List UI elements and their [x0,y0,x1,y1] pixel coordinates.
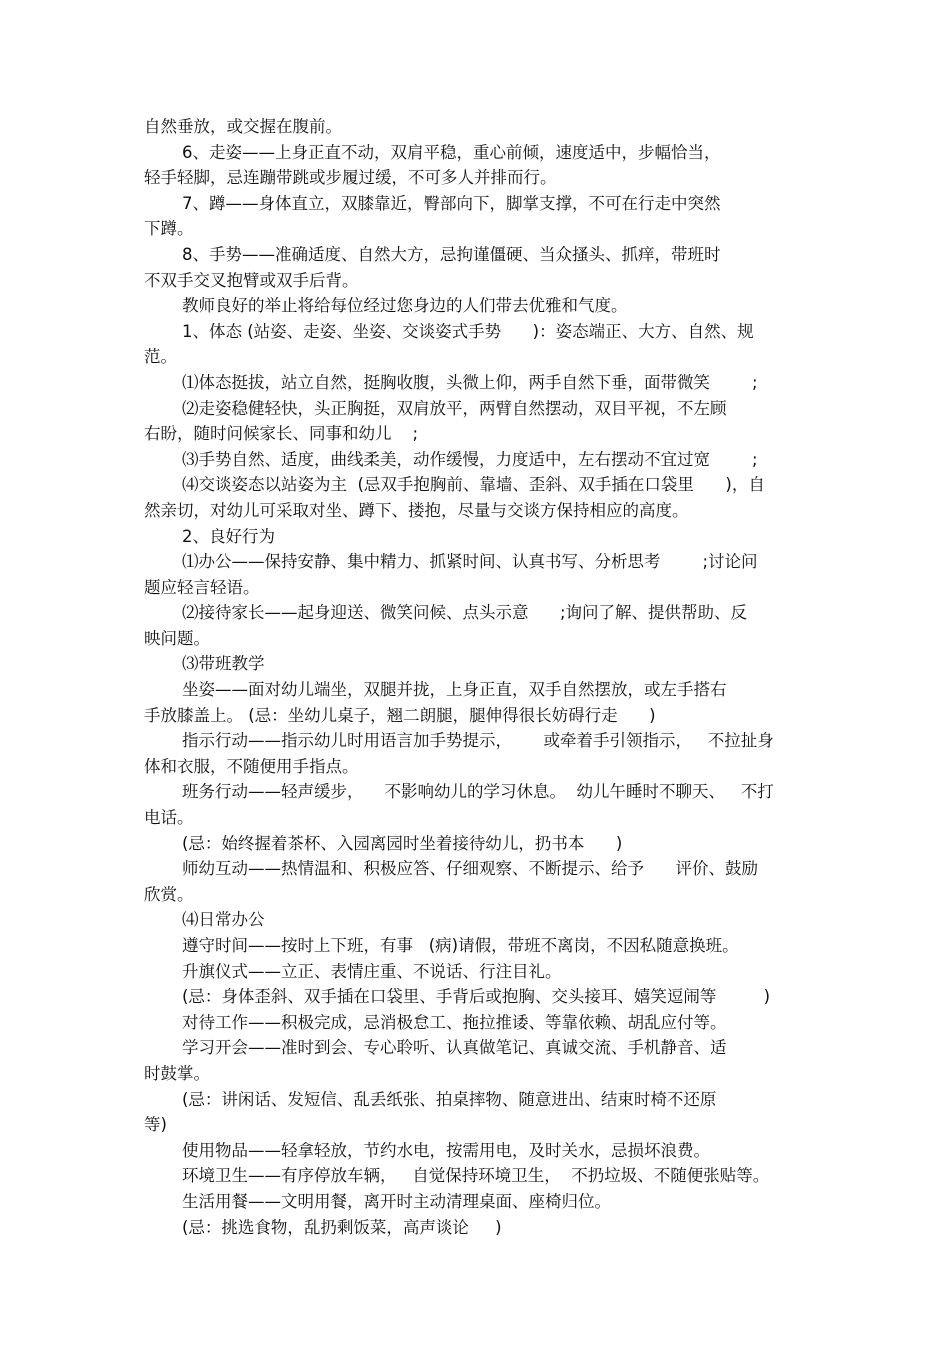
text-line: 手放膝盖上。 (忌：坐幼儿桌子，翘二朗腿，腿伸得很长妨碍行走 ) [144,705,656,725]
text-line: 遵守时间——按时上下班，有事 (病)请假，带班不离岗，不因私随意换班。 [182,936,739,955]
text-line: 班务行动——轻声缓步， 不影响幼儿的学习休息。 幼儿午睡时不聊天、 不打 [182,782,774,802]
text-line: ⑶手势自然、适度，曲线柔美，动作缓慢，力度适中，左右摆动不宜过宽 ; [182,449,758,469]
text-line: 6、走姿——上身正直不动，双肩平稳，重心前倾，速度适中，步幅恰当， [182,142,721,162]
text-line: ⑷日常办公 [182,910,265,930]
text-line: 体和衣服，不随便用手指点。 [144,756,359,776]
text-line: 坐姿——面对幼儿端坐，双腿并拢，上身正直，双手自然摆放，或左手搭右 [182,680,727,700]
text-line: (忌：身体歪斜、双手插在口袋里、手背后或抱胸、交头接耳、嬉笑逗闹等 ) [182,987,771,1007]
text-line: 等) [144,1115,167,1135]
body-text [144,114,814,1240]
text-line: (忌：始终握着茶杯、入园离园时坐着接待幼儿，扔书本 ) [182,833,623,853]
text-line: 右盼，随时问候家长、同事和幼儿 ; [144,424,419,444]
text-line: ⑵接待家长——起身迎送、微笑问候、点头示意 ;询问了解、提供帮助、反 [182,603,748,623]
text-line: (忌：挑选食物，乱扔剩饭菜，高声谈论 ) [182,1217,502,1237]
text-line: ⑵走姿稳健轻快，头正胸挺，双肩放平，两臂自然摆动，双目平视，不左顾 [182,398,727,418]
text-line: 教师良好的举止将给每位经过您身边的人们带去优雅和气度。 [182,296,628,316]
text-line: 自然垂放，或交握在腹前。 [144,117,342,136]
text-line: 指示行动——指示幼儿时用语言加手势提示， 或牵着手引领指示， 不拉扯身 [182,731,774,751]
text-line: 生活用餐——文明用餐，离开时主动清理桌面、座椅归位。 [182,1191,611,1211]
text-line: 环境卫生——有序停放车辆， 自觉保持环境卫生， 不扔垃圾、不随便张贴等。 [182,1166,770,1186]
text-line: ⑶带班教学 [182,654,265,674]
text-line: 轻手轻脚，忌连蹦带跳或步履过缓，不可多人并排而行。 [144,168,557,188]
text-line: 师幼互动——热情温和、积极应答、仔细观察、不断提示、给予 评价、鼓励 [182,859,758,879]
text-line: 1、体态 (站姿、走姿、坐姿、交谈姿式手势 )：姿态端正、大方、自然、规 [182,321,754,341]
text-line: 题应轻言轻语。 [144,577,260,597]
text-line: 7、蹲——身体直立，双膝靠近，臀部向下，脚掌支撑，不可在行走中突然 [182,193,721,213]
text-line: 欣赏。 [144,884,194,904]
text-line: 不双手交叉抱臂或双手后背。 [144,270,359,290]
text-line: 下蹲。 [144,219,194,239]
text-line: 2、良好行为 [182,526,275,546]
text-line: 映问题。 [144,628,210,648]
text-line: 电话。 [144,808,194,828]
text-line: ⑴办公——保持安静、集中精力、抓紧时间、认真书写、分析思考 ;讨论问 [182,552,758,572]
text-line: 使用物品——轻拿轻放，节约水电，按需用电，及时关水，忌损坏浪费。 [182,1140,710,1160]
text-line: 升旗仪式——立正、表情庄重、不说话、行注目礼。 [182,961,562,981]
text-line: 8、手势——准确适度、自然大方，忌拘谨僵硬、当众搔头、抓痒，带班时 [182,244,721,264]
text-line: ⑷交谈姿态以站姿为主 (忌双手抱胸前、靠墙、歪斜、双手插在口袋里 )，自 [182,475,765,495]
text-line: (忌：讲闲话、发短信、乱丢纸张、拍桌摔物、随意进出、结束时椅不还原 [182,1089,717,1109]
text-line: 范。 [144,347,177,367]
text-line: 学习开会——准时到会、专心聆听、认真做笔记、真诚交流、手机静音、适 [182,1038,727,1058]
text-line: 然亲切，对幼儿可采取对坐、蹲下、搂抱，尽量与交谈方保持相应的高度。 [144,500,689,520]
text-line: ⑴体态挺拔，站立自然，挺胸收腹，头微上仰，两手自然下垂，面带微笑 ; [182,372,758,392]
text-line: 时鼓掌。 [144,1063,210,1083]
text-line: 对待工作——积极完成，忌消极怠工、拖拉推诿、等靠依赖、胡乱应付等。 [182,1012,727,1032]
